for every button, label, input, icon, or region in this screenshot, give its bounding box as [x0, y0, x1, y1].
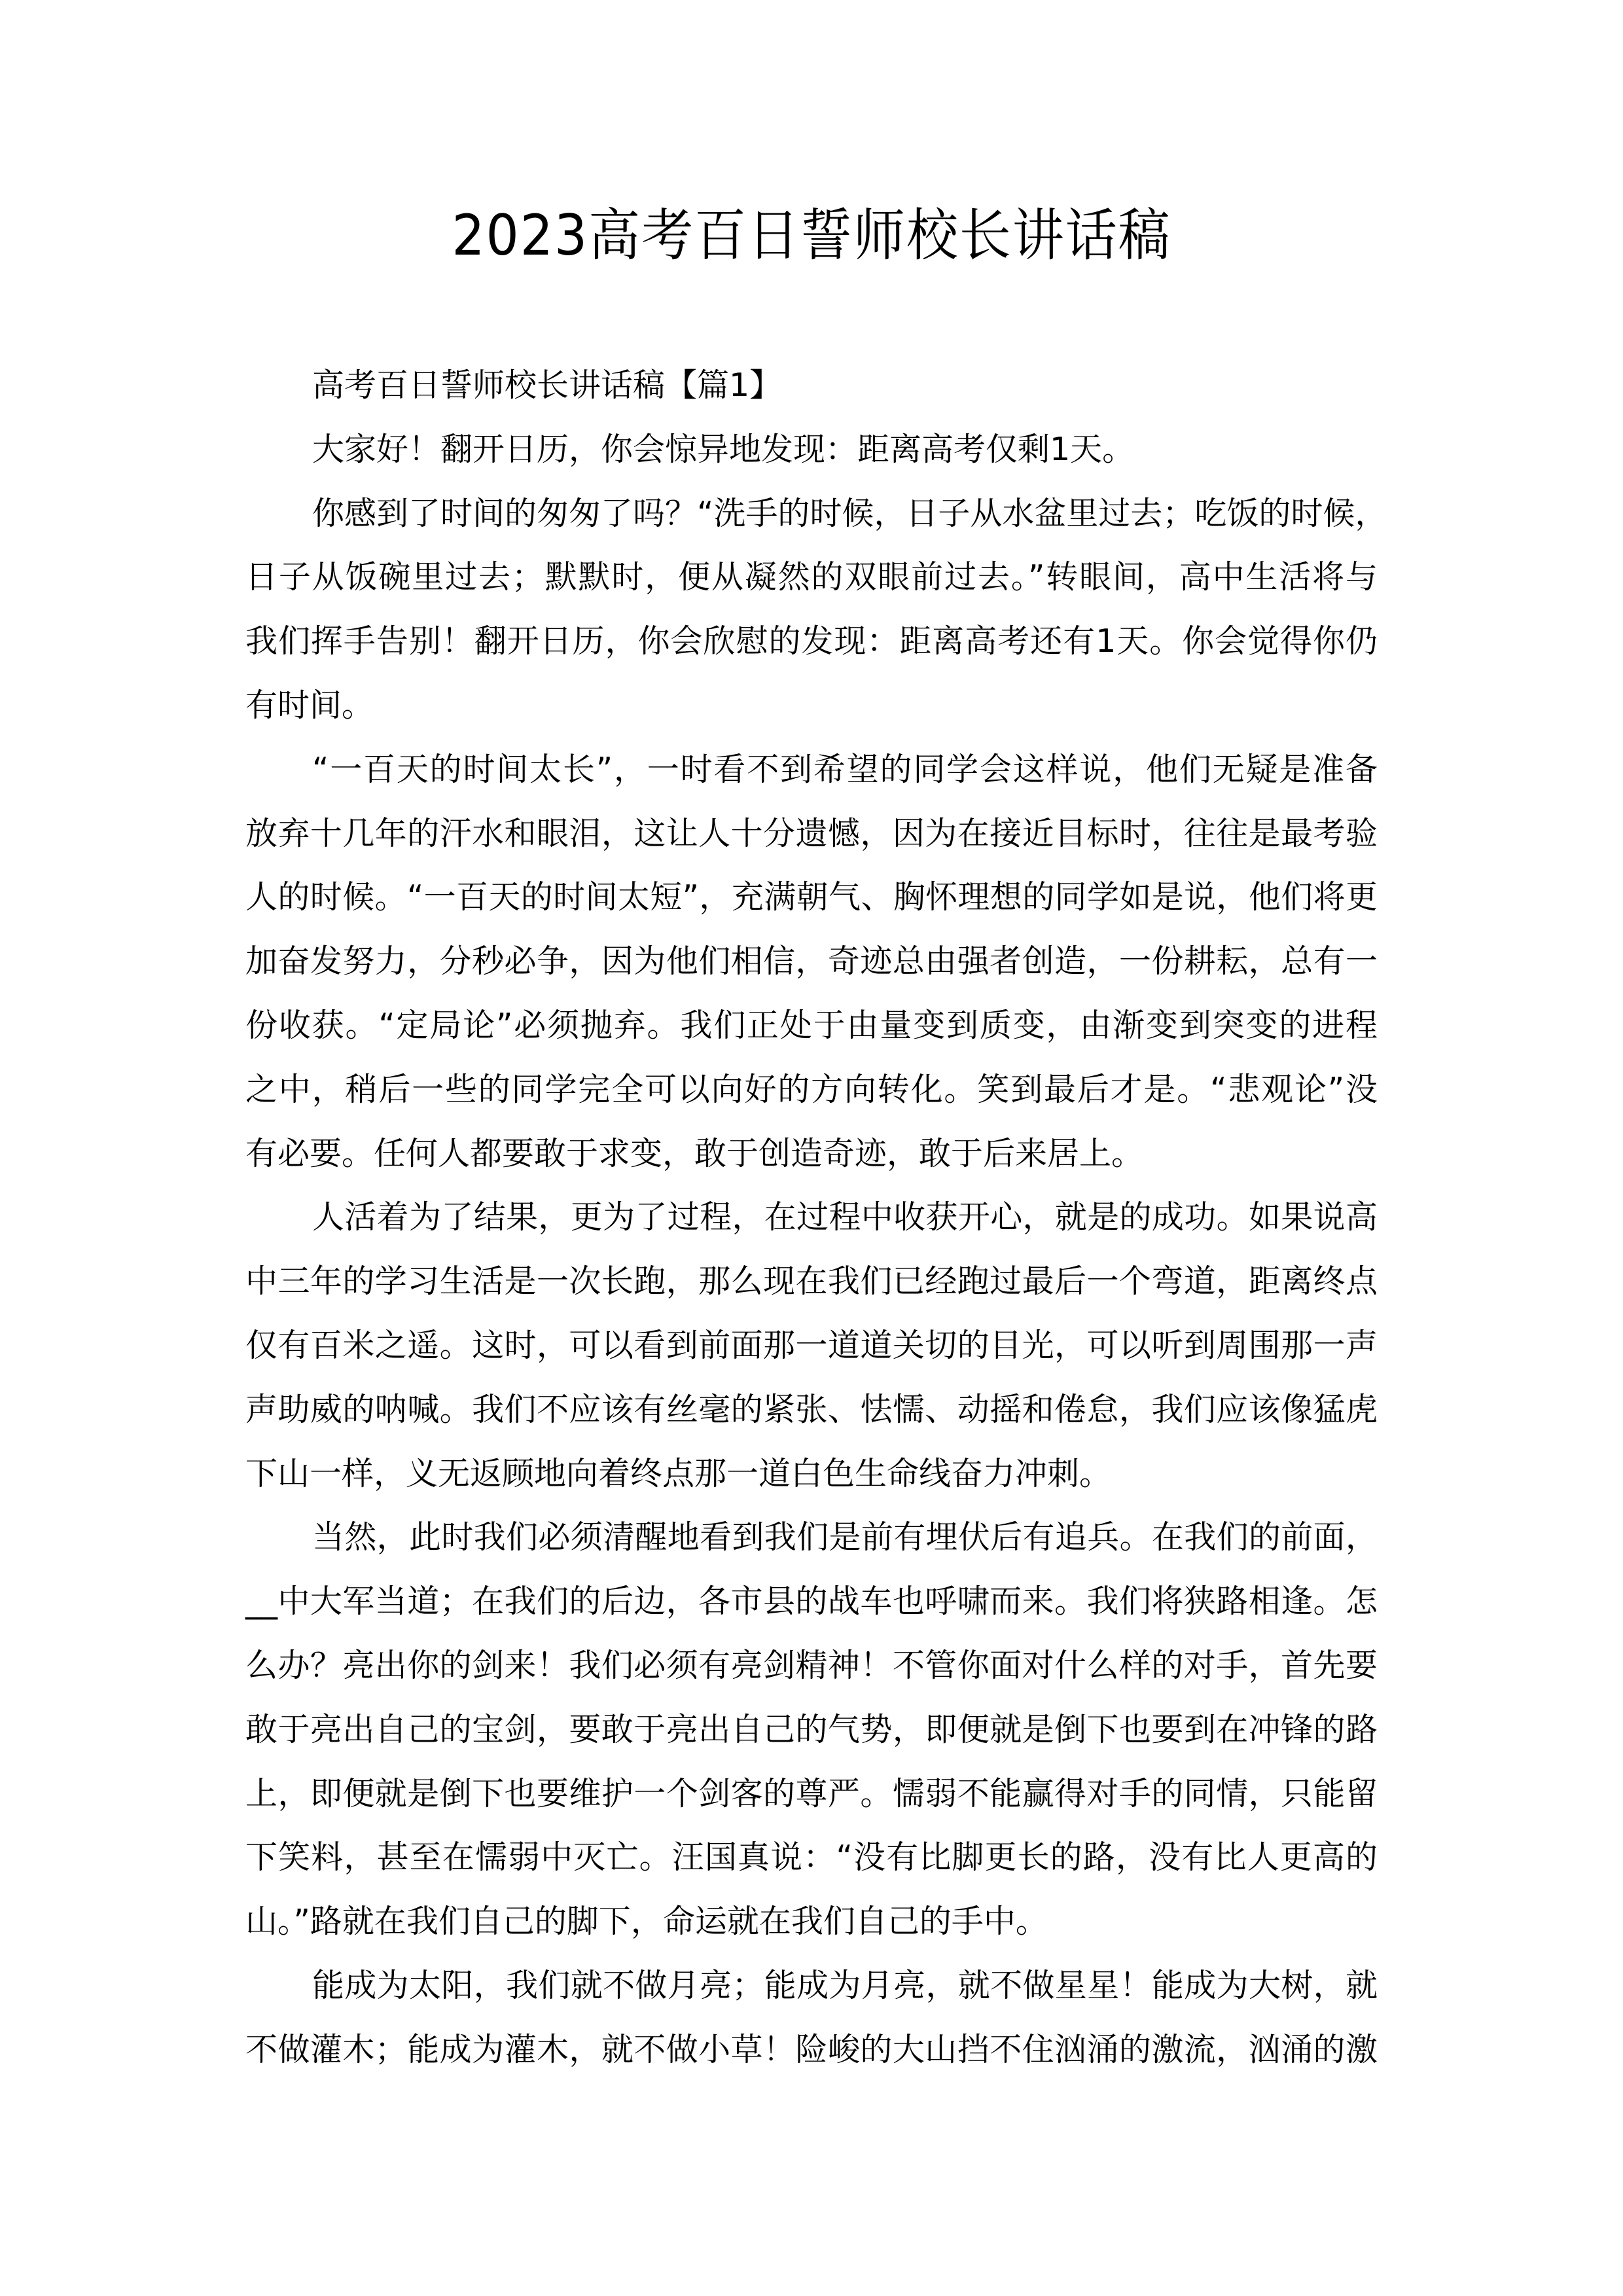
- text-line: 你感到了时间的匆匆了吗？“洗手的时候，日子从水盆里过去；吃饭的时候，: [312, 494, 1387, 532]
- text-line: 么办？亮出你的剑来！我们必须有亮剑精神！不管你面对什么样的对手，首先要: [245, 1646, 1378, 1684]
- text-line: 能成为太阳，我们就不做月亮；能成为月亮，就不做星星！能成为大树，就: [312, 1966, 1378, 2004]
- text-line: 之中，稍后一些的同学完全可以向好的方向转化。笑到最后才是。“悲观论”没: [245, 1070, 1378, 1108]
- text-line: 我们挥手告别！翻开日历，你会欣慰的发现：距离高考还有1天。你会觉得你仍: [245, 622, 1378, 660]
- text-line: 有必要。任何人都要敢于求变，敢于创造奇迹，敢于后来居上。: [245, 1134, 1144, 1172]
- text-line: 人活着为了结果，更为了过程，在过程中收获开心，就是的成功。如果说高: [312, 1198, 1378, 1236]
- document-title: 2023高考百日誓师校长讲话稿: [452, 203, 1171, 268]
- text-line: 声助威的呐喊。我们不应该有丝毫的紧张、怯懦、动摇和倦怠，我们应该像猛虎: [245, 1390, 1378, 1428]
- text-line: 下山一样，义无返顾地向着终点那一道白色生命线奋力冲刺。: [245, 1454, 1112, 1492]
- text-line: 有时间。: [245, 686, 374, 724]
- text-line: 加奋发努力，分秒必争，因为他们相信，奇迹总由强者创造，一份耕耘，总有一: [245, 942, 1378, 980]
- text-line: 中三年的学习生活是一次长跑，那么现在我们已经跑过最后一个弯道，距离终点: [245, 1263, 1378, 1300]
- text-line: 山。”路就在我们自己的脚下，命运就在我们自己的手中。: [245, 1903, 1048, 1941]
- text-line: 当然，此时我们必须清醒地看到我们是前有埋伏后有追兵。在我们的前面，: [312, 1518, 1378, 1556]
- text-line: 人的时候。“一百天的时间太短”，充满朝气、胸怀理想的同学如是说，他们将更: [245, 878, 1378, 916]
- document-body: [245, 353, 1387, 2082]
- text-line: 仅有百米之遥。这时，可以看到前面那一道道关切的目光，可以听到周围那一声: [245, 1326, 1378, 1364]
- text-line: 份收获。“定局论”必须抛弃。我们正处于由量变到质变，由渐变到突变的进程: [245, 1006, 1378, 1044]
- text-line: 敢于亮出自己的宝剑，要敢于亮出自己的气势，即便就是倒下也要到在冲锋的路: [245, 1710, 1378, 1748]
- text-line: 上，即便就是倒下也要维护一个剑客的尊严。懦弱不能赢得对手的同情，只能留: [245, 1774, 1378, 1812]
- text-line: __中大军当道；在我们的后边，各市县的战车也呼啸而来。我们将狭路相逢。怎: [245, 1583, 1378, 1621]
- section-heading: 高考百日誓师校长讲话稿【篇1】: [312, 367, 782, 404]
- text-line: 下笑料，甚至在懦弱中灭亡。汪国真说：“没有比脚更长的路，没有比人更高的: [245, 1839, 1378, 1876]
- text-line: 放弃十几年的汗水和眼泪，这让人十分遗憾，因为在接近目标时，往往是最考验: [245, 814, 1378, 852]
- text-line: 大家好！翻开日历，你会惊异地发现：距离高考仅剩1天。: [312, 430, 1135, 468]
- text-line: “一百天的时间太长”，一时看不到希望的同学会这样说，他们无疑是准备: [312, 750, 1378, 788]
- text-line: 不做灌木；能成为灌木，就不做小草！险峻的大山挡不住汹涌的激流，汹涌的激: [245, 2030, 1378, 2068]
- text-line: 日子从饭碗里过去；默默时，便从凝然的双眼前过去。”转眼间，高中生活将与: [245, 558, 1378, 596]
